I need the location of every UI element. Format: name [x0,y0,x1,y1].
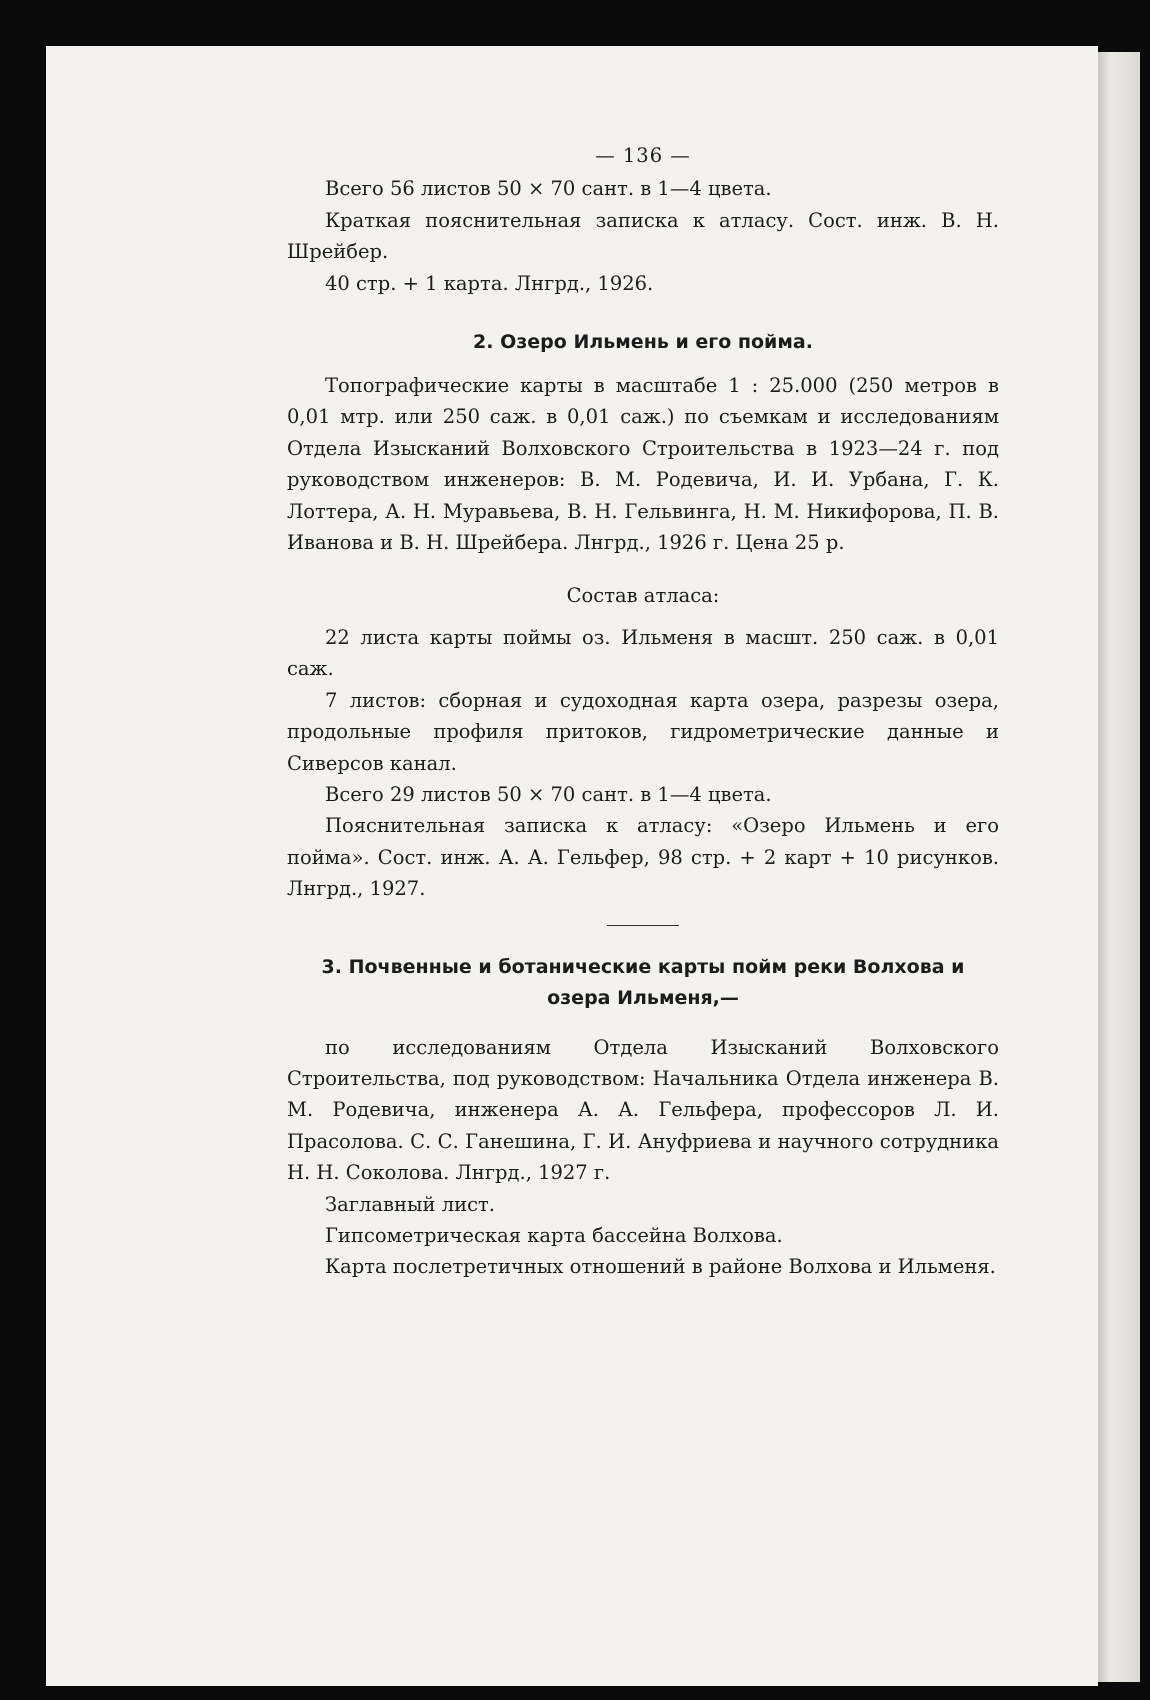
section-3-paragraph: по исследованиям Отдела Изысканий Волховского Строительства, под руководством: Начальника Отдела инженера В. М. Родевича, инженера А. А. Гельфера, профессоров Л. И. Прасолова. С. С. Ганешина, Г. И. Ануфриева и научного сотрудника Н. Н. Соколова. Лнгрд., 1927 г. [287,1035,999,1185]
section-2-heading: 2. Озеро Ильмень и его пойма. [473,331,813,354]
atlas-note: Пояснительная записка к атласу: «Озеро Ильмень и его пойма». Сост. инж. А. А. Гельфер, 98 стр. + 2 карт + 10 рисунков. Лнгрд., 1927. [287,814,999,901]
section-divider [607,925,679,926]
section-3-heading: 3. Почвенные и ботанические карты пойм реки Волхова и озера Ильменя,— [321,955,965,1009]
page-edge [1098,52,1140,1682]
explanatory-note-line: Краткая пояснительная записка к атласу. Сост. инж. В. Н. Шрейбер. [287,208,999,264]
atlas-total: Всего 29 листов 50 × 70 сант. в 1—4 цвета. [325,782,772,806]
atlas-item-1: 22 листа карты поймы оз. Ильменя в масшт. 250 саж. в 0,01 саж. [287,625,999,681]
atlas-item-2: 7 листов: сборная и судоходная карта озера, разрезы озера, продольные профиля притоков, гидрометрические данные и Сиверсов канал. [287,688,999,775]
section-3-item-3: Карта послетретичных отношений в районе Волхова и Ильменя. [325,1255,996,1279]
document-body [287,140,999,1283]
section-2-paragraph: Топографические карты в масштабе 1 : 25.000 (250 метров в 0,01 мтр. или 250 саж. в 0,01 саж.) по съемкам и исследованиям Отдела Изысканий Волховского Строительства в 1923—24 г. под руководством инженеров: В. М. Родевича, И. И. Урбана, Г. К. Лоттера, А. Н. Муравьева, В. Н. Гельвинга, Н. М. Никифорова, П. В. Иванова и В. Н. Шрейбера. Лнгрд., 1926 г. Цена 25 р. [287,374,999,555]
page-number: — 136 — [595,144,691,167]
publication-line: 40 стр. + 1 карта. Лнгрд., 1926. [325,271,654,295]
sheet-count-line: Всего 56 листов 50 × 70 сант. в 1—4 цвета. [325,177,772,201]
atlas-composition-heading: Состав атласа: [566,584,720,608]
section-3-item-1: Заглавный лист. [325,1192,495,1216]
section-3-item-2: Гипсометрическая карта бассейна Волхова. [325,1223,783,1247]
